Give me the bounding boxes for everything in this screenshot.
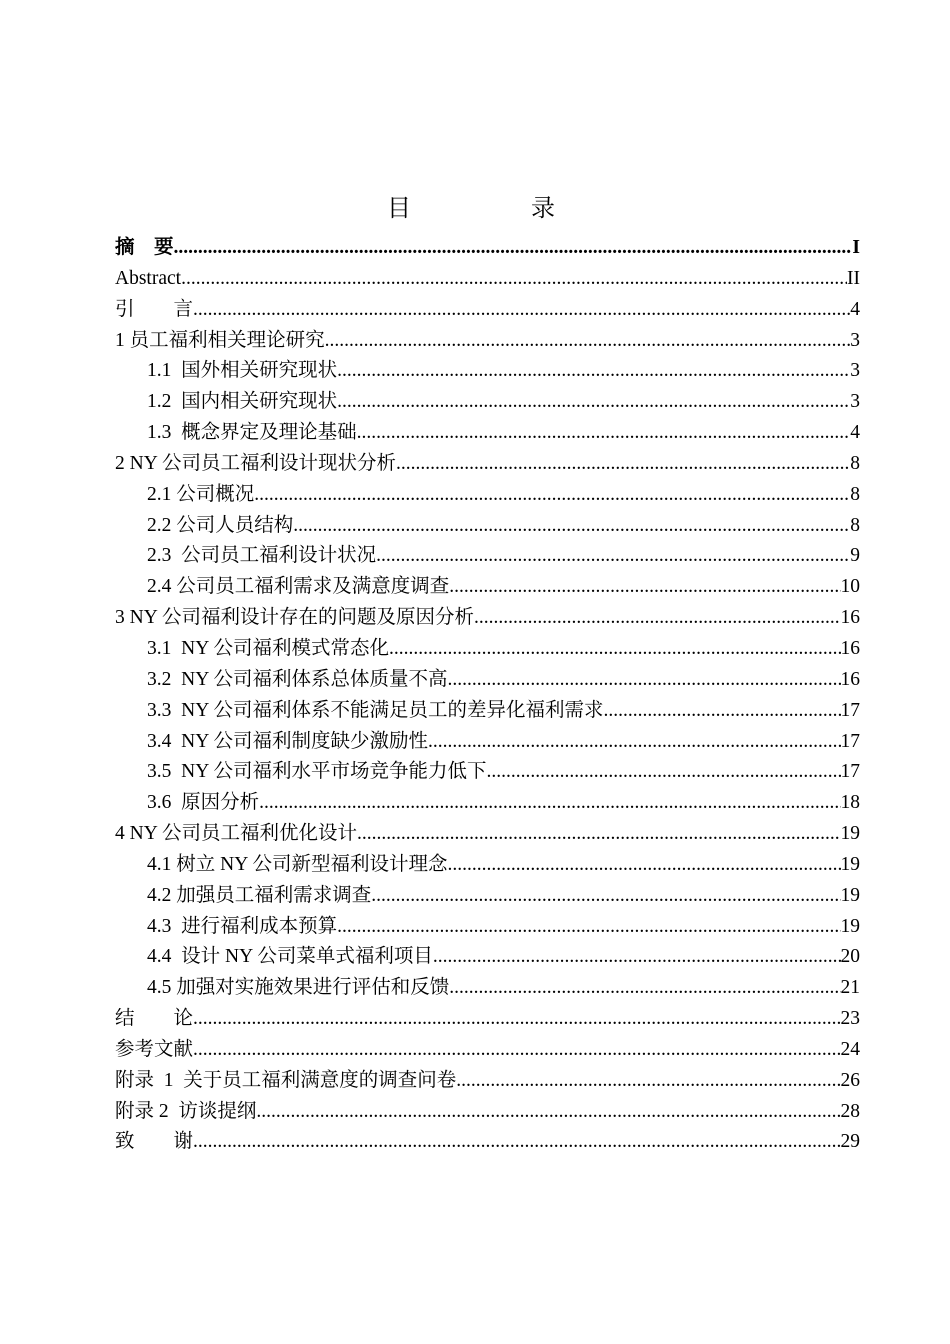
toc-dot-leader xyxy=(486,757,840,788)
toc-dot-leader xyxy=(603,696,840,727)
toc-entry-label: 4.4 设计 NY 公司菜单式福利项目 xyxy=(147,946,433,968)
toc-entry-label: 3 NY 公司福利设计存在的问题及原因分析 xyxy=(115,607,474,629)
toc-entry-label: 4.5 加强对实施效果进行评估和反馈 xyxy=(147,977,450,999)
toc-entry-label: 附录 1 关于员工福利满意度的调查问卷 xyxy=(115,1069,457,1091)
toc-entry-page-number: 28 xyxy=(840,1100,860,1122)
toc-entry[interactable] xyxy=(115,387,860,418)
toc-entry-page-number: 9 xyxy=(850,545,860,567)
toc-dot-leader xyxy=(337,356,850,387)
toc-entry-page-number: 4 xyxy=(850,298,860,320)
toc-dot-leader xyxy=(293,511,850,542)
toc-entry-page-number: I xyxy=(852,237,860,258)
toc-entry-label: 2.1 公司概况 xyxy=(147,483,255,505)
toc-entry-page-number: 20 xyxy=(840,946,860,968)
toc-title: 目 录 xyxy=(387,196,603,222)
toc-dot-leader xyxy=(449,973,840,1004)
toc-entry-label: 1.2 国内相关研究现状 xyxy=(147,391,338,413)
toc-entry[interactable] xyxy=(115,1066,860,1097)
toc-entry-label: 结 论 xyxy=(115,1008,194,1030)
toc-dot-leader xyxy=(193,1035,840,1066)
toc-entry-label: 2 NY 公司员工福利设计现状分析 xyxy=(115,452,396,474)
toc-entry-page-number: 8 xyxy=(850,483,860,505)
toc-dot-leader xyxy=(456,1066,840,1097)
toc-entry-page-number: 23 xyxy=(840,1008,860,1030)
toc-entry-page-number: 16 xyxy=(840,668,860,690)
toc-entry-label: 3.4 NY 公司福利制度缺少激励性 xyxy=(147,730,428,752)
toc-entry-page-number: 17 xyxy=(840,761,860,783)
toc-entry-label: 参考文献 xyxy=(115,1038,194,1060)
toc-dot-leader xyxy=(376,541,850,572)
toc-entry-page-number: 19 xyxy=(840,853,860,875)
toc-entry-label: 致 谢 xyxy=(115,1131,194,1153)
toc-entry[interactable] xyxy=(115,696,860,727)
toc-entry[interactable] xyxy=(115,326,860,357)
toc-dot-leader xyxy=(447,850,840,881)
toc-entry[interactable] xyxy=(115,942,860,973)
toc-dot-leader xyxy=(337,387,850,418)
toc-dot-leader xyxy=(474,603,841,634)
toc-entry-label: 3.1 NY 公司福利模式常态化 xyxy=(147,637,389,659)
toc-entry-page-number: 19 xyxy=(840,915,860,937)
toc-dot-leader xyxy=(428,727,841,758)
toc-dot-leader xyxy=(193,1004,840,1035)
toc-dot-leader xyxy=(357,819,841,850)
toc-entry-label: 1.3 概念界定及理论基础 xyxy=(147,422,357,444)
toc-entry-page-number: 19 xyxy=(840,823,860,845)
toc-entry[interactable] xyxy=(115,757,860,788)
toc-dot-leader xyxy=(193,1127,840,1158)
toc-entry[interactable] xyxy=(115,572,860,603)
toc-entry[interactable] xyxy=(115,819,860,850)
toc-entry[interactable] xyxy=(115,973,860,1004)
toc-entry-label: 2.3 公司员工福利设计状况 xyxy=(147,545,377,567)
table-of-contents xyxy=(115,233,860,1158)
toc-entry-page-number: 16 xyxy=(840,637,860,659)
toc-entry-page-number: 18 xyxy=(840,792,860,814)
toc-entry-page-number: 19 xyxy=(840,884,860,906)
toc-entry[interactable] xyxy=(115,511,860,542)
toc-dot-leader xyxy=(396,449,850,480)
toc-entry-label: 3.2 NY 公司福利体系总体质量不高 xyxy=(147,668,448,690)
toc-entry-label: 3.5 NY 公司福利水平市场竞争能力低下 xyxy=(147,761,487,783)
toc-entry-page-number: 17 xyxy=(840,730,860,752)
toc-entry[interactable] xyxy=(115,727,860,758)
toc-entry[interactable] xyxy=(115,665,860,696)
toc-entry-page-number: 16 xyxy=(840,607,860,629)
toc-entry[interactable] xyxy=(115,1004,860,1035)
toc-entry[interactable] xyxy=(115,788,860,819)
toc-entry[interactable] xyxy=(115,295,860,326)
toc-dot-leader xyxy=(174,233,853,264)
toc-entry-page-number: 29 xyxy=(840,1131,860,1153)
toc-dot-leader xyxy=(389,634,841,665)
toc-entry[interactable] xyxy=(115,881,860,912)
toc-entry-page-number: 26 xyxy=(840,1069,860,1091)
toc-entry-page-number: 4 xyxy=(850,422,860,444)
toc-entry-label: 4.3 进行福利成本预算 xyxy=(147,915,338,937)
toc-entry[interactable] xyxy=(115,418,860,449)
toc-entry-page-number: II xyxy=(847,267,860,289)
toc-entry-label: 3.3 NY 公司福利体系不能满足员工的差异化福利需求 xyxy=(147,699,604,721)
toc-entry[interactable] xyxy=(115,850,860,881)
toc-entry-page-number: 3 xyxy=(850,391,860,413)
toc-entry[interactable] xyxy=(115,264,860,295)
toc-dot-leader xyxy=(254,480,850,511)
toc-dot-leader xyxy=(181,264,847,295)
toc-entry[interactable] xyxy=(115,603,860,634)
toc-entry[interactable] xyxy=(115,356,860,387)
toc-entry-label: 2.2 公司人员结构 xyxy=(147,514,294,536)
toc-entry[interactable] xyxy=(115,233,860,264)
toc-entry-page-number: 10 xyxy=(840,576,860,598)
toc-entry-page-number: 24 xyxy=(840,1038,860,1060)
toc-entry-page-number: 8 xyxy=(850,452,860,474)
toc-entry-label: 4 NY 公司员工福利优化设计 xyxy=(115,823,357,845)
toc-dot-leader xyxy=(193,295,850,326)
toc-entry[interactable] xyxy=(115,541,860,572)
toc-dot-leader xyxy=(433,942,841,973)
toc-entry-page-number: 3 xyxy=(850,329,860,351)
toc-dot-leader xyxy=(256,1097,840,1128)
toc-dot-leader xyxy=(371,881,840,912)
toc-entry[interactable] xyxy=(115,1097,860,1128)
toc-entry-page-number: 3 xyxy=(850,360,860,382)
toc-dot-leader xyxy=(449,572,840,603)
toc-entry-label: 1 员工福利相关理论研究 xyxy=(115,329,325,351)
toc-entry[interactable] xyxy=(115,1035,860,1066)
toc-entry[interactable] xyxy=(115,449,860,480)
toc-entry-label: 摘 要 xyxy=(115,237,174,258)
toc-entry[interactable] xyxy=(115,480,860,511)
toc-entry-label: Abstract xyxy=(115,267,182,289)
toc-entry[interactable] xyxy=(115,1127,860,1158)
toc-entry-page-number: 8 xyxy=(850,514,860,536)
toc-dot-leader xyxy=(259,788,840,819)
toc-entry-page-number: 17 xyxy=(840,699,860,721)
toc-entry[interactable] xyxy=(115,912,860,943)
toc-entry-label: 引 言 xyxy=(115,298,194,320)
toc-dot-leader xyxy=(357,418,851,449)
toc-entry-label: 4.1 树立 NY 公司新型福利设计理念 xyxy=(147,853,448,875)
toc-dot-leader xyxy=(337,912,840,943)
toc-entry-page-number: 21 xyxy=(840,977,860,999)
toc-entry-label: 附录 2 访谈提纲 xyxy=(115,1100,257,1122)
toc-entry-label: 4.2 加强员工福利需求调查 xyxy=(147,884,372,906)
toc-dot-leader xyxy=(325,326,851,357)
toc-entry-label: 2.4 公司员工福利需求及满意度调查 xyxy=(147,576,450,598)
toc-entry-label: 1.1 国外相关研究现状 xyxy=(147,360,338,382)
toc-entry[interactable] xyxy=(115,634,860,665)
toc-dot-leader xyxy=(447,665,840,696)
toc-entry-label: 3.6 原因分析 xyxy=(147,792,260,814)
